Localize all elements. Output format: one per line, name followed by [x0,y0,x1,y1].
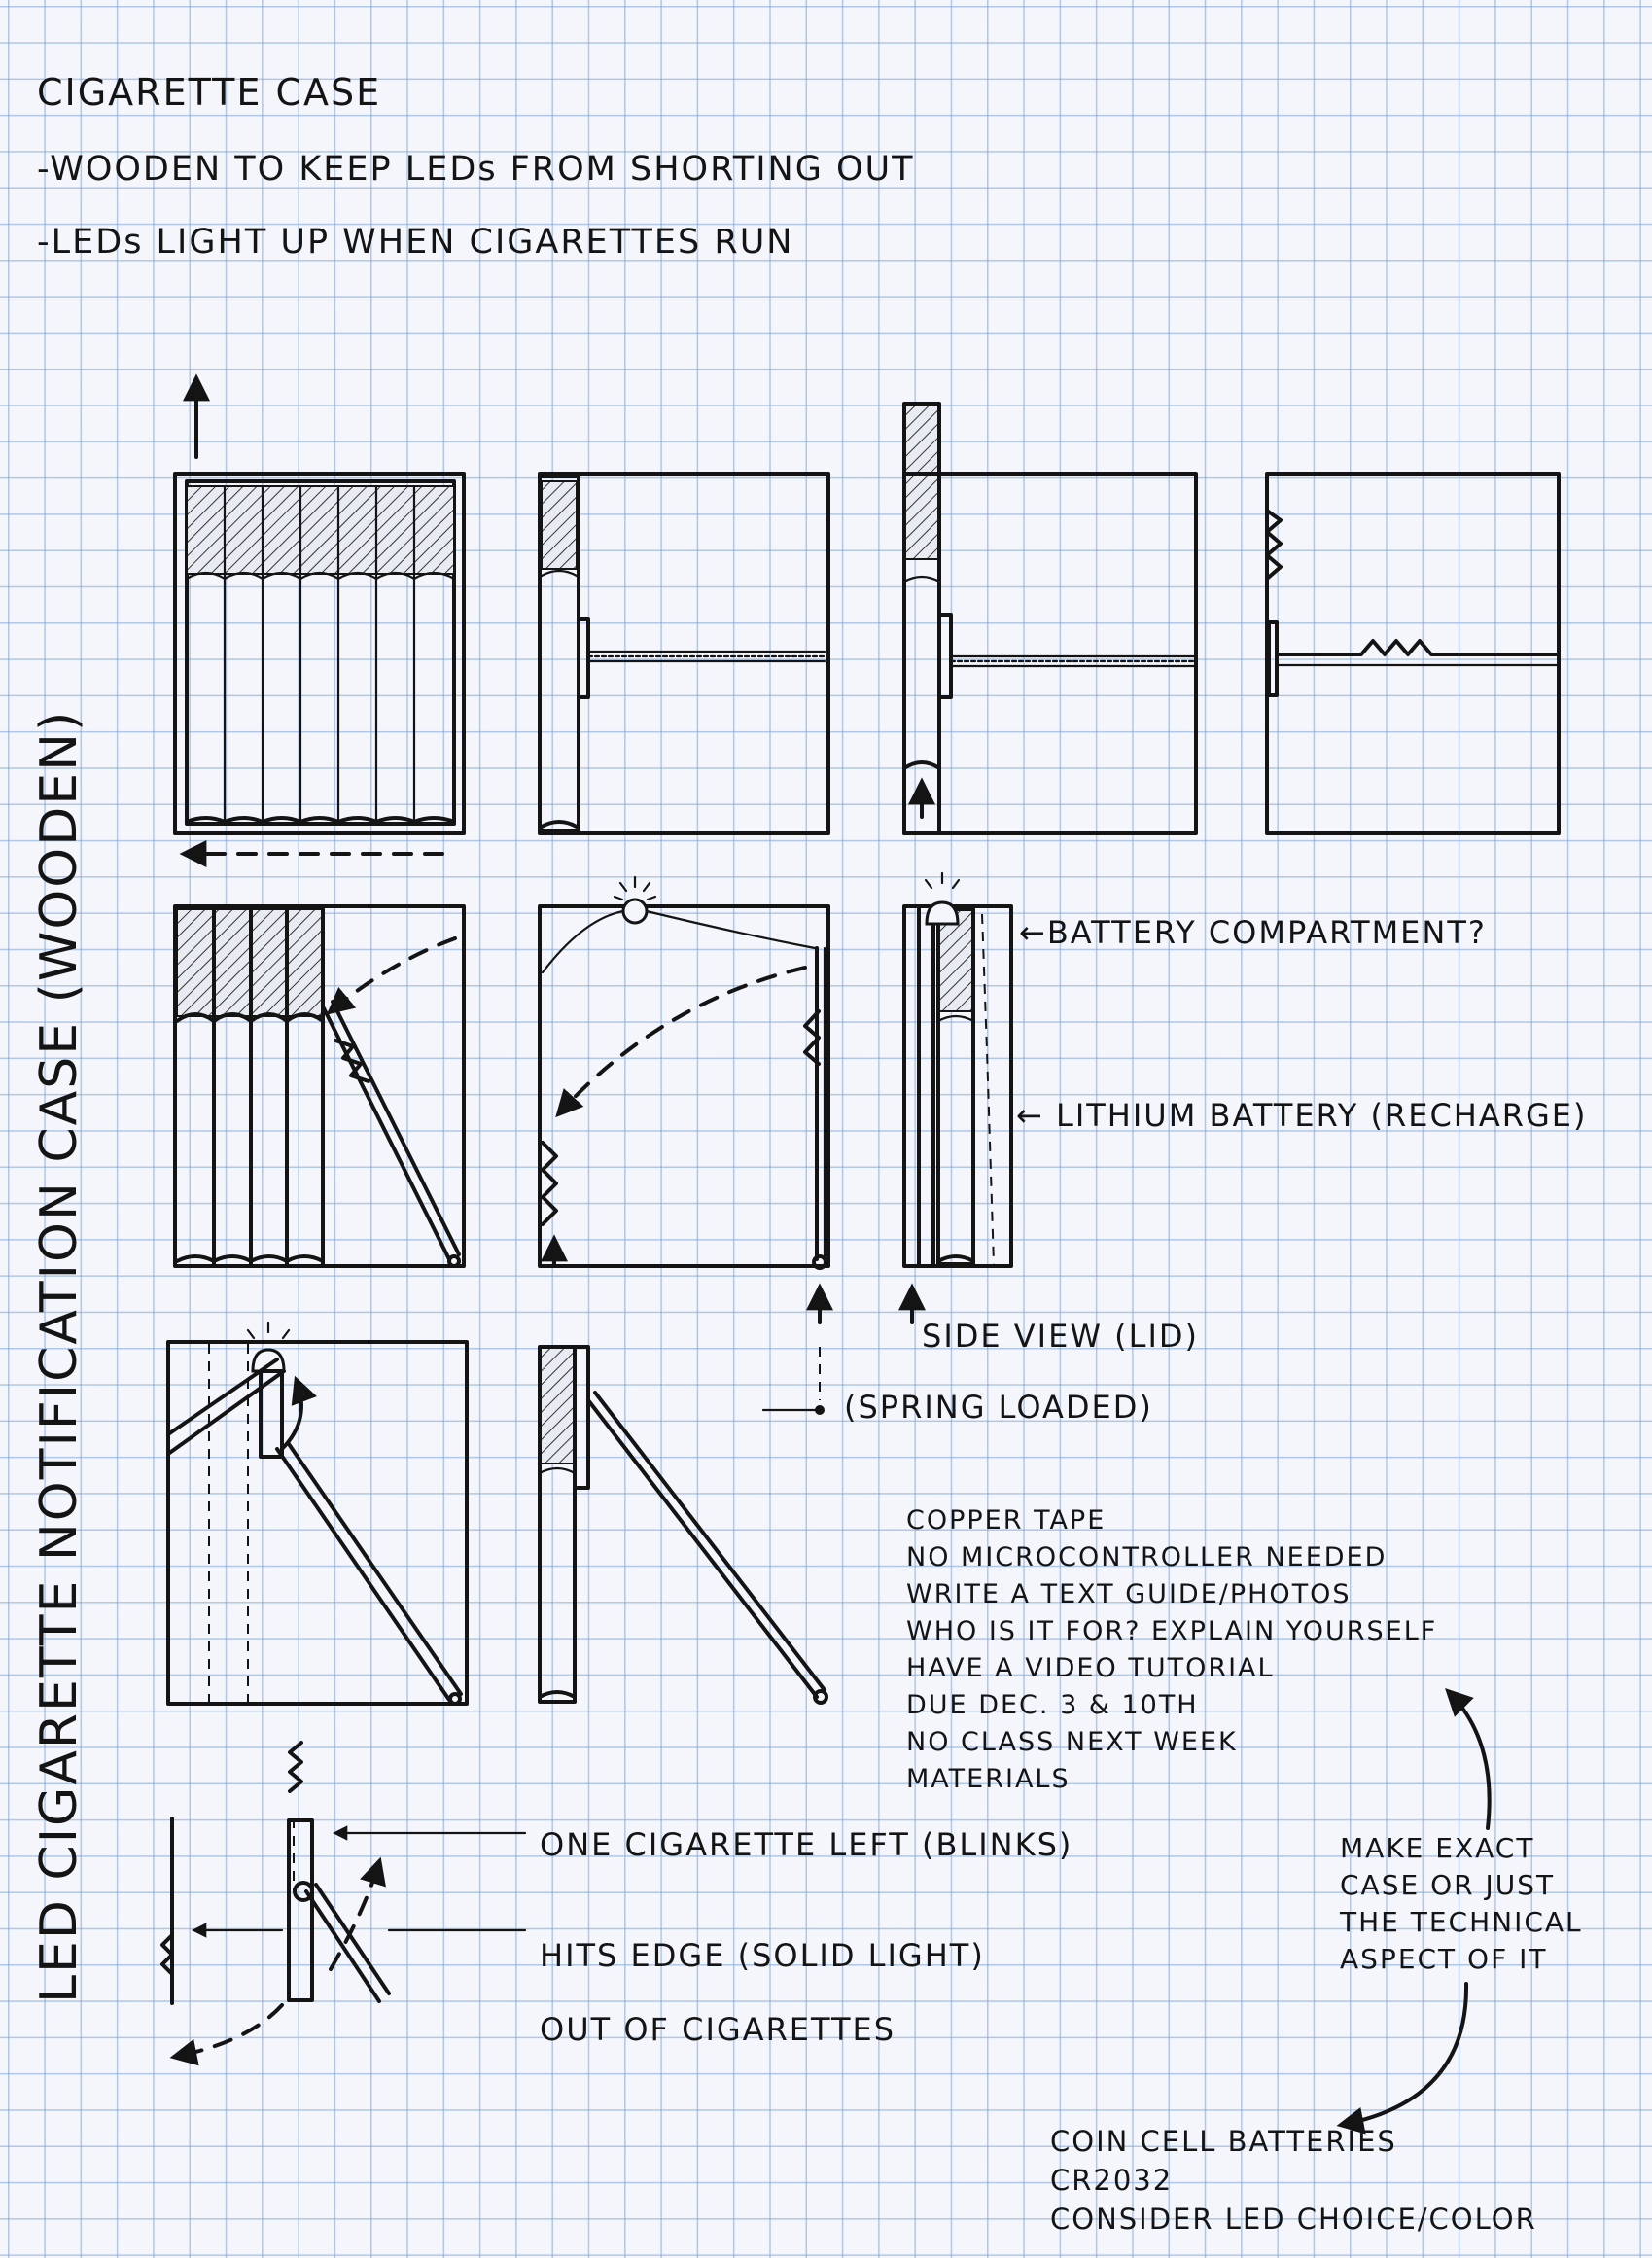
arrow-to-parts [1342,1984,1466,2125]
parts-line: CR2032 [1050,2164,1174,2197]
label-hits-edge: HITS EDGE (SOLID LIGHT) [540,1937,985,1974]
spring-mechanism-view [1267,474,1559,833]
side-view-lid [904,873,1587,1355]
label-one-left: ONE CIGARETTE LEFT (BLINKS) [540,1826,1073,1863]
vertical-title: LED CIGARETTE NOTIFICATION CASE (WOODEN) [30,709,88,2003]
header [37,71,915,262]
todo-notes [906,1505,1437,1794]
todo-line: NO CLASS NEXT WEEK [906,1727,1238,1757]
todo-line: MATERIALS [906,1764,1071,1794]
four-cigarettes-lever-view [175,906,464,1266]
label-spring-loaded: (SPRING LOADED) [844,1389,1153,1426]
parts-line: COIN CELL BATTERIES [1050,2125,1397,2158]
question-line: MAKE EXACT [1340,1832,1535,1864]
todo-line: COPPER TAPE [906,1505,1107,1535]
single-cigarette-view [904,404,1196,833]
todo-line: NO MICROCONTROLLER NEEDED [906,1542,1388,1572]
parts-line: CONSIDER LED CHOICE/COLOR [1050,2203,1537,2236]
todo-line: WRITE A TEXT GUIDE/PHOTOS [906,1579,1352,1609]
front-view-full-case [175,379,464,854]
todo-line: WHO IS IT FOR? EXPLAIN YOURSELF [906,1616,1438,1646]
arrow-to-materials [1449,1692,1490,1828]
label-out-of-cigarettes: OUT OF CIGARETTES [540,2011,896,2048]
question-line: ASPECT OF IT [1340,1943,1548,1975]
label-lithium-battery: ← LITHIUM BATTERY (RECHARGE) [1016,1097,1588,1134]
led-wiring-view [540,877,828,1323]
note-leds: -LEDs LIGHT UP WHEN CIGARETTES RUN [37,223,794,262]
question-line: CASE OR JUST [1340,1869,1556,1901]
note-wooden: -WOODEN TO KEEP LEDs FROM SHORTING OUT [37,150,915,189]
sheet-title: CIGARETTE CASE [37,71,382,114]
todo-line: HAVE A VIDEO TUTORIAL [906,1653,1275,1683]
question-notes [1339,1832,1583,1975]
todo-line: DUE DEC. 3 & 10TH [906,1690,1199,1720]
question-line: THE TECHNICAL [1340,1906,1583,1938]
label-battery-compartment: ←BATTERY COMPARTMENT? [1019,914,1487,951]
lever-detail-view [168,1323,467,1704]
lid-spring-view [540,474,828,833]
label-side-view: SIDE VIEW (LID) [922,1318,1200,1355]
parts-notes [1050,2125,1537,2236]
